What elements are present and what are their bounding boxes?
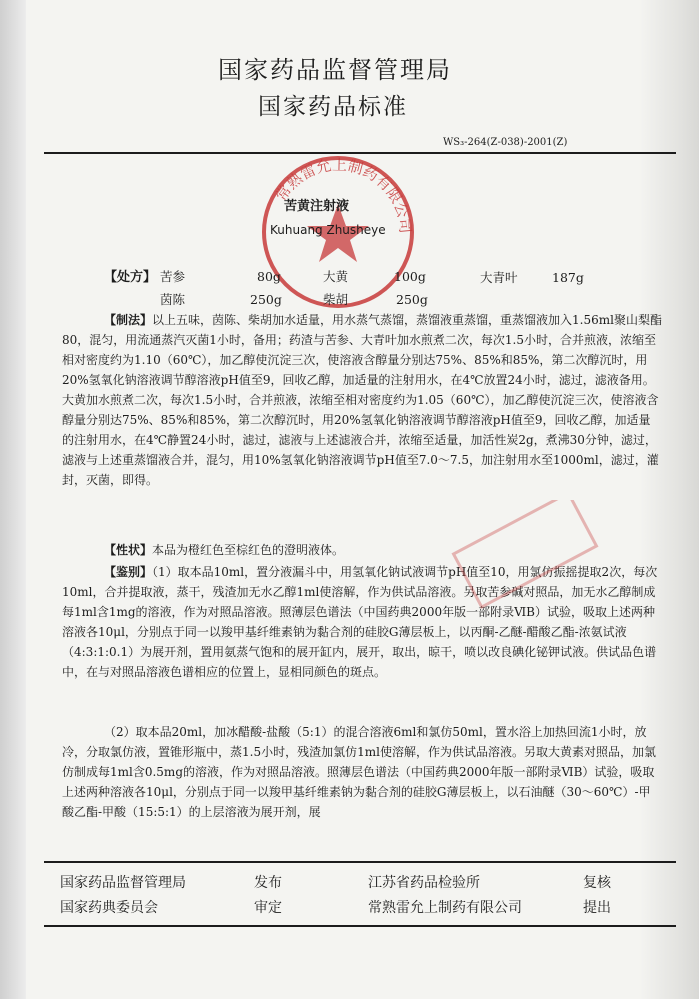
recipe-ingredient: 大黄 bbox=[323, 269, 349, 284]
standard-number: WS₃-264(Z-038)-2001(Z) bbox=[443, 137, 568, 148]
section-text: （2）取本品20ml，加冰醋酸-盐酸（5:1）的混合溶液6ml和氯仿50ml，置水浴上加热回流1小时，放冷，分取氯仿液，置锥形瓶中，蒸1.5小时，残渣加氯仿1ml使溶解，作为供试品溶液。另取大黄素对照品，加氯仿制成每1ml含0.5mg的溶液，作为对照品溶液。照薄层色谱法（中国药典2000年版一部附录ⅥB）试验，吸取上述两种溶液各10μl，分别点于同一以羧甲基纤维素钠为黏合剂的硅胶G薄层板上，以石油醚（30～60℃）-甲酸乙酯-甲酸（15:5:1）的上层溶液为展开剂，展 bbox=[62, 725, 656, 819]
footer-role: 发布 bbox=[254, 875, 282, 891]
footer-bottom-divider bbox=[44, 925, 676, 927]
review-stamp-mark bbox=[440, 500, 610, 620]
footer-issuer: 国家药品监督管理局 bbox=[60, 875, 186, 891]
section-heading: 【性状】 bbox=[104, 543, 153, 557]
seal-company-text: 常熟雷允上制药有限公司 bbox=[271, 155, 415, 235]
identification-section-2 bbox=[62, 722, 662, 856]
footer-organization: 常熟雷允上制药有限公司 bbox=[368, 900, 522, 916]
section-text: （1）取本品10ml，置分液漏斗中，用氢氧化钠试液调节pH值至10，用氯仿振摇提取2次，每次10ml，合并提取液，蒸干，残渣加无水乙醇1ml使溶解，作为供试品溶液。另取苦参碱对照品，加无水乙醇制成每1ml含1mg的溶液，作为对照品溶液。照薄层色谱法（中国药典2000年版一部附录ⅥB）试验，吸取上述两种溶液各10μl，分别点于同一以羧甲基纤维素钠为黏合剂的硅胶G薄层板上，以丙酮-乙醚-醋酸乙酯-浓氨试液（4:3:1:0.1）为展开剂，置用氨蒸气饱和的展开缸内，展开，取出，晾干，喷以改良碘化铋钾试液。供试品色谱中，在与对照品溶液色谱相应的位置上，显相同颜色的斑点。 bbox=[62, 565, 658, 679]
recipe-amount: 250g bbox=[250, 292, 282, 307]
recipe-label: 【处方】 bbox=[104, 270, 157, 285]
section-heading: 【制法】 bbox=[104, 313, 153, 327]
drug-name: 苦黄注射液 bbox=[284, 199, 350, 214]
recipe-ingredient: 大青叶 bbox=[480, 270, 518, 285]
recipe-ingredient: 柴胡 bbox=[323, 292, 349, 307]
recipe-amount: 250g bbox=[396, 292, 428, 307]
section-heading: 【鉴别】 bbox=[104, 565, 153, 579]
recipe-amount: 100g bbox=[394, 269, 426, 284]
recipe-amount: 187g bbox=[552, 270, 584, 285]
document-type-title: 国家药品标准 bbox=[258, 94, 408, 120]
page-edge-shadow bbox=[0, 0, 26, 999]
recipe-ingredient: 苦参 bbox=[160, 269, 186, 284]
issuing-authority-title: 国家药品监督管理局 bbox=[218, 56, 452, 84]
recipe-ingredient: 茵陈 bbox=[160, 292, 186, 307]
drug-pinyin-name: Kuhuang Zhusheye bbox=[270, 223, 386, 237]
footer-role: 提出 bbox=[583, 900, 611, 916]
footer-organization: 江苏省药品检验所 bbox=[368, 875, 480, 891]
footer-divider bbox=[44, 861, 676, 863]
recipe-amount: 80g bbox=[257, 269, 281, 284]
footer-issuer: 国家药典委员会 bbox=[60, 900, 158, 916]
footer-role: 审定 bbox=[254, 900, 282, 916]
section-text: 本品为橙红色至棕红色的澄明液体。 bbox=[152, 543, 345, 557]
section-text: 以上五味，茵陈、柴胡加水适量，用水蒸气蒸馏，蒸馏液重蒸馏，重蒸馏液加入1.56ml聚山梨酯80，混匀，用流通蒸汽灭菌1小时，备用；药渣与苦参、大青叶加水煎煮二次，每次1.5小时，合并煎液，浓缩至相对密度约为1.10（60℃），加乙醇使沉淀三次，使溶液含醇量分别达75%、85%和85%，第二次醇沉时，用20%氢氧化钠溶液调节醇溶液pH值至9，回收乙醇，加适量的注射用水，在4℃放置24小时，滤过，滤液备用。大黄加水煎煮二次，每次1.5小时，合并煎液，浓缩至相对密度约为1.05（60℃），加乙醇使沉淀三次，使溶液含醇量分别达75%、85%和85%，第二次醇沉时，用20%氢氧化钠溶液调节醇溶液pH值至9，回收乙醇，加适量的注射用水，在4℃静置24小时，滤过，滤液与上述滤液合并，浓缩至适量，加活性炭2g，煮沸30分钟，滤过，滤液与上述重蒸馏液合并，混匀，用10%氢氧化钠溶液调节pH值至7.0～7.5，加注射用水至1000ml，滤过，灌封，灭菌，即得。 bbox=[62, 313, 662, 487]
footer-role: 复核 bbox=[583, 875, 611, 891]
